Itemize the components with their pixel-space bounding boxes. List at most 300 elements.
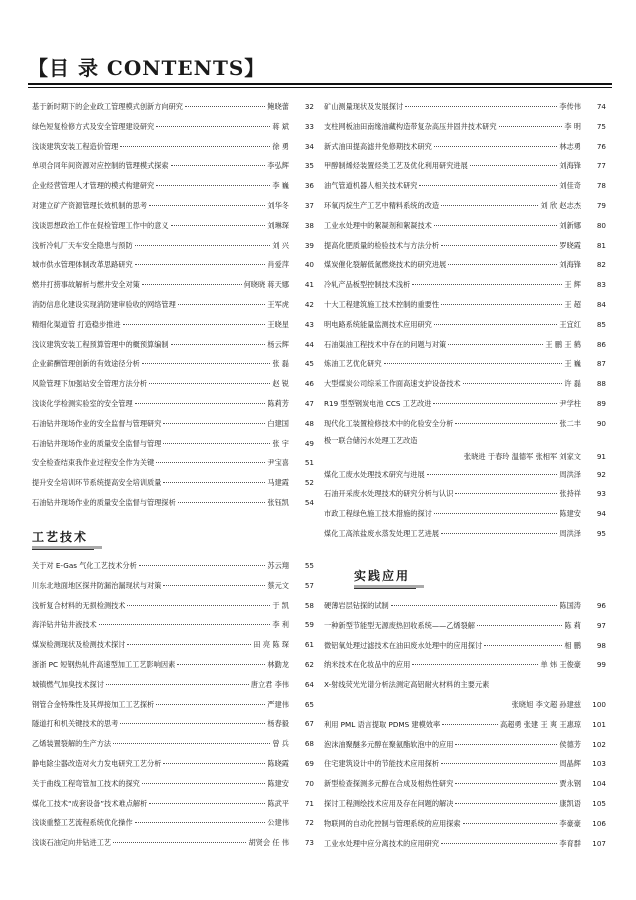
toc-entry-page: 80: [596, 220, 606, 230]
toc-entry-authors: 王 巍: [564, 359, 581, 369]
toc-leader-dots: [156, 126, 270, 127]
toc-leader-dots: [477, 625, 562, 626]
toc-entry-title: 微铝氧处理过滤技术在油田废水处理中的应用探讨: [324, 640, 483, 650]
toc-entry-page: 79: [596, 200, 606, 210]
toc-leader-dots: [163, 423, 265, 424]
toc-entry-page: 69: [304, 758, 314, 768]
toc-leader-dots: [142, 284, 242, 285]
toc-entry-page: 52: [304, 478, 314, 488]
toc-entry[interactable]: [324, 255, 606, 275]
toc-entry[interactable]: [324, 315, 606, 335]
toc-leader-dots: [149, 803, 265, 804]
toc-entry-page: 68: [304, 739, 314, 749]
toc-entry-authors: 林勤龙: [267, 659, 289, 669]
toc-entry-authors: 王 辉: [564, 280, 581, 290]
toc-entry[interactable]: [324, 814, 606, 834]
toc-entry-title: 煤炭检测现状及检测技术探讨: [32, 640, 126, 650]
toc-leader-dots: [463, 383, 563, 384]
toc-leader-dots: [135, 264, 266, 265]
toc-leader-dots: [156, 704, 265, 705]
toc-entry[interactable]: [32, 774, 314, 794]
toc-entry[interactable]: [324, 774, 606, 794]
toc-entry[interactable]: [324, 275, 606, 295]
toc-entry[interactable]: [324, 655, 606, 675]
toc-leader-dots: [135, 403, 266, 404]
toc-entry-page: 33: [304, 121, 314, 131]
toc-entry[interactable]: [32, 493, 314, 513]
toc-entry-authors: 张持祥: [559, 489, 581, 499]
toc-leader-dots: [433, 403, 557, 404]
toc-entry[interactable]: [32, 196, 314, 216]
toc-entry-page: 102: [592, 739, 606, 749]
toc-entry-title: 现代化工装置检修技术中的化验安全分析: [324, 418, 454, 428]
toc-entry-authors: 刘新娜: [559, 220, 581, 230]
toc-leader-dots: [470, 165, 558, 166]
toc-leader-dots: [484, 645, 562, 646]
toc-entry[interactable]: [324, 754, 606, 774]
toc-entry-page: 73: [304, 838, 314, 848]
toc-entry-page: 40: [304, 260, 314, 270]
section-heading-underline: [354, 585, 424, 588]
toc-entry[interactable]: [324, 394, 606, 414]
toc-management-list: [32, 97, 314, 513]
toc-entry-page: 54: [304, 497, 314, 507]
toc-entry-page: 36: [304, 181, 314, 191]
toc-leader-dots: [419, 185, 557, 186]
toc-entry-authors: 鲍晓蕾: [267, 102, 289, 111]
toc-leader-dots: [455, 783, 557, 784]
toc-entry[interactable]: [32, 414, 314, 434]
toc-entry[interactable]: [324, 156, 606, 176]
toc-entry-page: 74: [596, 102, 606, 111]
toc-leader-dots: [455, 803, 557, 804]
toc-entry-title: 大型煤炭公司综采工作面高速支护设备技术: [324, 379, 461, 389]
toc-entry-title: 新型检查探测多元醇在合成及相热性研究: [324, 779, 454, 789]
toc-entry[interactable]: [32, 315, 314, 335]
toc-entry-authors: 刘海锋: [559, 161, 581, 171]
toc-leader-dots: [448, 344, 543, 345]
toc-entry-title: 炼油工艺优化研究: [324, 359, 382, 369]
toc-entry[interactable]: [32, 453, 314, 473]
toc-entry-title: 一种新型节能型无源废热回收系统——乙烯裂解: [324, 620, 475, 630]
toc-shijian-column: [324, 596, 606, 853]
toc-entry-authors: 许 磊: [564, 379, 581, 389]
toc-entry-authors: 李育群: [559, 838, 581, 848]
toc-entry-page: 100: [592, 699, 606, 709]
toc-entry-authors: 李弘辉: [267, 161, 289, 171]
toc-entry-title: 关于对 E-Gas 气化工艺技术分析: [32, 561, 137, 570]
toc-entry[interactable]: [32, 714, 314, 734]
toc-entry-title: 城市供水管理体制改革思路研究: [32, 260, 133, 270]
toc-entry[interactable]: [324, 216, 606, 236]
toc-entry-page: 105: [592, 798, 606, 808]
toc-entry[interactable]: [32, 394, 314, 414]
toc-entry-authors: 苏云翔: [267, 561, 289, 570]
toc-entry[interactable]: [32, 236, 314, 256]
toc-leader-dots: [499, 126, 563, 127]
toc-entry-authors: 严建伟: [267, 699, 289, 709]
toc-entry-title: X-射线荧光光谱分析法测定高铝耐火材料的主要元素: [324, 680, 490, 690]
toc-entry-page: 86: [596, 339, 606, 349]
toc-entry-authors: 于 凯: [272, 600, 289, 610]
toc-entry-authors: 王晓星: [267, 319, 289, 329]
toc-entry-title: 川东北地面地区探井防漏治漏现状与对策: [32, 580, 162, 590]
toc-entry[interactable]: [324, 117, 606, 137]
toc-entry[interactable]: [32, 354, 314, 374]
toc-entry[interactable]: [324, 354, 606, 374]
toc-entry-page: 42: [304, 299, 314, 309]
toc-entry[interactable]: [324, 504, 606, 524]
toc-entry-title: 单项合同年间资源对应控制的管理模式探索: [32, 161, 169, 171]
toc-entry-page: 90: [596, 418, 606, 428]
toc-entry-page: 46: [304, 379, 314, 389]
toc-entry-title: 浅谈重整工艺流程系统优化操作: [32, 818, 133, 828]
toc-leader-dots: [455, 744, 557, 745]
toc-entry-authors: 公建伟: [267, 818, 289, 828]
toc-leader-dots: [149, 205, 265, 206]
toc-entry-title: 十大工程建筑施工技术控制的重要性: [324, 299, 440, 309]
toc-entry-authors: 王军虎: [267, 299, 289, 309]
toc-leader-dots: [391, 605, 558, 606]
toc-entry-page: 94: [596, 509, 606, 519]
toc-leader-dots: [120, 723, 265, 724]
toc-entry-title: 明电路系统能量监测技术应用研究: [324, 319, 432, 329]
toc-entry-authors: 白建国: [267, 418, 289, 428]
toc-entry[interactable]: [324, 374, 606, 394]
toc-entry-page: 76: [596, 141, 606, 151]
toc-leader-dots: [434, 513, 558, 514]
toc-entry-page: 34: [304, 141, 314, 151]
toc-leader-dots: [120, 146, 270, 147]
title-rule-thin: [28, 87, 612, 88]
toc-entry-page: 55: [304, 561, 314, 570]
toc-entry[interactable]: [324, 414, 606, 434]
toc-entry-authors: 杨云辉: [267, 339, 289, 349]
toc-entry-authors: 张 磊: [272, 359, 289, 369]
toc-left-column: [32, 97, 314, 513]
toc-entry-title: 提高化肥质量的检验技术与方法分析: [324, 240, 440, 250]
toc-leader-dots: [412, 664, 538, 665]
toc-entry-page: 51: [304, 458, 314, 468]
toc-entry-title: 浅析冷轧厂天车安全隐患与预防: [32, 240, 133, 250]
toc-entry-authors: 李 巍: [272, 181, 289, 191]
toc-entry-title: 市政工程绿色施工技术措施的探讨: [324, 509, 432, 519]
toc-entry-page: 35: [304, 161, 314, 171]
toc-leader-dots: [171, 225, 266, 226]
toc-entry-authors: 尹宝喜: [267, 458, 289, 468]
toc-entry-authors: 张 宇: [272, 438, 289, 448]
toc-entry-title: 浅析复合材料的无损检测技术: [32, 600, 126, 610]
toc-entry-authors: 张晓进 于春玲 温德军 张相军 刘家文: [464, 451, 581, 461]
toc-entry-authors: 田 亮 陈 琛: [253, 640, 289, 650]
toc-entry-authors: 张二丰: [559, 418, 581, 428]
toc-entry-title: 探讨工程测绘技术应用及存在问题的解决: [324, 798, 454, 808]
toc-leader-dots: [106, 684, 249, 685]
toc-entry[interactable]: [32, 275, 314, 295]
toc-entry-authors: 王 鹏 王 鹤: [545, 339, 581, 349]
toc-entry-page: 72: [304, 818, 314, 828]
toc-entry[interactable]: [324, 794, 606, 814]
toc-entry-title: 安全检查结束我作业过程安全作为关键: [32, 458, 155, 468]
toc-entry-title: 风险管理下加强站安全管理方法分析: [32, 379, 148, 389]
toc-entry-page: 48: [304, 418, 314, 428]
toc-entry-page: 59: [304, 620, 314, 630]
toc-entry-page: 82: [596, 260, 606, 270]
toc-leader-dots: [427, 474, 558, 475]
toc-entry[interactable]: [32, 374, 314, 394]
toc-entry[interactable]: [32, 117, 314, 137]
toc-entry-authors: 林志勇: [559, 141, 581, 151]
toc-entry-authors: 曾 兵: [272, 739, 289, 749]
toc-entry[interactable]: [32, 156, 314, 176]
toc-entry-title: 城镇燃气加臭技术探讨: [32, 679, 104, 689]
toc-entry-page: 57: [304, 580, 314, 590]
toc-entry-page: 64: [304, 679, 314, 689]
toc-entry-authors-line: [324, 448, 606, 465]
toc-entry[interactable]: [324, 695, 606, 715]
toc-entry-page: 95: [596, 528, 606, 538]
toc-entry[interactable]: [32, 596, 314, 616]
toc-entry[interactable]: [32, 794, 314, 814]
toc-entry-title: 工业水处理中应分离技术的应用研究: [324, 838, 440, 848]
toc-entry-title: 企业薪酬管理创新的有效途径分析: [32, 359, 140, 369]
toc-entry-authors: 刘海锋: [559, 260, 581, 270]
toc-entry-title: 钢管合金特殊性及其焊接加工工艺探析: [32, 699, 155, 709]
toc-leader-dots: [455, 423, 557, 424]
toc-entry-page: 77: [596, 161, 606, 171]
toc-entry[interactable]: [324, 97, 606, 117]
toc-entry[interactable]: [324, 616, 606, 636]
toc-entry-title: 石油钻井现场作业的质量安全监督与管理探析: [32, 497, 176, 507]
toc-leader-dots: [113, 842, 246, 843]
toc-entry-page: 67: [304, 719, 314, 729]
toc-entry[interactable]: [32, 556, 314, 576]
toc-entry[interactable]: [32, 833, 314, 853]
toc-entry[interactable]: [324, 465, 606, 485]
toc-entry-authors: 何晓晓 蒋天娜: [243, 280, 289, 290]
toc-leader-dots: [441, 843, 557, 844]
toc-entry-page: 70: [304, 778, 314, 788]
toc-entry[interactable]: [32, 176, 314, 196]
toc-shijian-list: [324, 596, 606, 853]
toc-entry[interactable]: [32, 576, 314, 596]
toc-entry[interactable]: [32, 675, 314, 695]
toc-leader-dots: [142, 363, 271, 364]
toc-entry-page: 97: [596, 620, 606, 630]
toc-leader-dots: [163, 482, 265, 483]
toc-entry-title: R19 型型钢炭电池 CCS 工艺改进: [324, 398, 432, 408]
toc-leader-dots: [135, 245, 271, 246]
toc-entry-authors: 李 利: [272, 620, 289, 630]
toc-entry[interactable]: [32, 635, 314, 655]
title-rule-thick: [28, 83, 612, 85]
toc-entry-title: 煤炭催化裂解低氮燃烧技术的研究进展: [324, 260, 447, 270]
section-heading-shijian: 实践应用: [354, 567, 416, 589]
toc-entry-authors: 陈莉芳: [267, 398, 289, 408]
toc-entry[interactable]: [324, 715, 606, 735]
toc-gongyi-list: [32, 556, 314, 853]
toc-entry-authors: 李 明: [564, 121, 581, 131]
toc-entry-authors: 唐立君 李伟: [250, 679, 289, 689]
toc-entry[interactable]: [32, 137, 314, 157]
toc-entry[interactable]: [324, 524, 606, 544]
toc-entry-title: 硬薄岩层钻探的试制: [324, 601, 389, 610]
toc-entry-authors: 王宜红: [559, 319, 581, 329]
toc-entry-authors: 陈晓霞: [267, 758, 289, 768]
toc-entry-authors: 周洪泽: [559, 469, 581, 479]
toc-entry-title: 住宅建筑设计中的节能技术应用探析: [324, 759, 440, 769]
toc-entry-title: 工业水处理中的絮凝剂和絮凝技术: [324, 220, 432, 230]
toc-entry-page: 41: [304, 280, 314, 290]
toc-entry[interactable]: [324, 295, 606, 315]
toc-entry-authors: 刘佳奇: [559, 181, 581, 191]
toc-leader-dots: [434, 146, 558, 147]
toc-entry-title: 煤化工技术“成套设备”技术难点解析: [32, 798, 148, 808]
toc-leader-dots: [463, 823, 558, 824]
toc-entry[interactable]: [32, 434, 314, 454]
toc-entry-authors: 陈 莉: [564, 620, 581, 630]
toc-entry[interactable]: [32, 754, 314, 774]
toc-entry-title: 乙烯装置裂解的生产方法: [32, 739, 112, 749]
toc-gongyi-column: [32, 556, 314, 853]
toc-entry[interactable]: [324, 176, 606, 196]
toc-entry-authors: 高超勇 张建 王 爽 王惠琼: [499, 719, 581, 729]
toc-entry-authors: 相 鹏: [564, 640, 581, 650]
toc-entry-page: 75: [596, 121, 606, 131]
toc-leader-dots: [149, 383, 270, 384]
toc-entry[interactable]: [324, 335, 606, 355]
toc-leader-dots: [442, 724, 498, 725]
toc-entry-authors: 徐 勇: [272, 141, 289, 151]
toc-leader-dots: [441, 245, 557, 246]
toc-leader-dots: [434, 225, 558, 226]
toc-entry[interactable]: [32, 813, 314, 833]
toc-entry-page: 99: [596, 660, 606, 670]
toc-entry[interactable]: [32, 255, 314, 275]
toc-leader-dots: [127, 605, 270, 606]
toc-entry-title: 矿山测量现状及发展探讨: [324, 102, 404, 111]
toc-entry-page: 83: [596, 280, 606, 290]
toc-leader-dots: [412, 284, 562, 285]
toc-entry[interactable]: [32, 695, 314, 715]
toc-right-mid-list: [324, 465, 606, 544]
toc-leader-dots: [123, 324, 266, 325]
toc-entry-authors: 胡贤会 任 伟: [248, 838, 289, 848]
toc-entry[interactable]: [32, 295, 314, 315]
toc-entry-authors: 单 炜 王俊豪: [540, 660, 581, 670]
toc-entry-title: 精细化渠道管 打造稳步推进: [32, 319, 121, 329]
toc-entry-title: 冷轧产品板型控制技术浅析: [324, 280, 411, 290]
toc-entry-page: 39: [304, 240, 314, 250]
toc-entry[interactable]: [32, 97, 314, 117]
toc-entry-page: 107: [592, 838, 606, 848]
toc-entry-page: 61: [304, 640, 314, 650]
toc-leader-dots: [99, 624, 271, 625]
toc-entry[interactable]: [324, 236, 606, 256]
toc-entry-title: 极一联合储污水处理工艺改造: [324, 435, 418, 445]
toc-entry-title: 企业经营管理人才管理的模式构建研究: [32, 181, 155, 191]
toc-entry-page: 44: [304, 339, 314, 349]
toc-leader-dots: [441, 533, 557, 534]
toc-right-column: [324, 97, 606, 544]
toc-entry[interactable]: [324, 434, 606, 448]
toc-entry-authors: 尹学柱: [559, 398, 581, 408]
toc-entry[interactable]: [324, 196, 606, 216]
toc-entry-authors: 刘 欣 赵志杰: [540, 200, 581, 210]
toc-entry-authors: 周晶辉: [559, 759, 581, 769]
toc-leader-dots: [156, 462, 265, 463]
toc-entry[interactable]: [324, 675, 606, 695]
toc-entry-authors: 陈建安: [559, 509, 581, 519]
toc-entry-page: 85: [596, 319, 606, 329]
toc-entry-page: 49: [304, 438, 314, 448]
toc-entry-authors: 康凯语: [559, 798, 581, 808]
toc-entry[interactable]: [324, 834, 606, 854]
toc-entry[interactable]: [32, 473, 314, 493]
toc-entry-title: 煤化工高浓盐废水蒸发处理工艺进展: [324, 528, 440, 538]
page-title: 【目 录 CONTENTS】: [28, 56, 266, 80]
toc-leader-dots: [113, 743, 270, 744]
toc-entry-page: 98: [596, 640, 606, 650]
toc-entry-page: 89: [596, 398, 606, 408]
toc-leader-dots: [441, 763, 557, 764]
toc-entry-authors: 陈建安: [267, 778, 289, 788]
toc-entry-title: 浅谈思想政治工作在促检管理工作中的意义: [32, 220, 169, 230]
toc-entry-title: 关于曲线工程弯管加工技术的探究: [32, 778, 140, 788]
toc-entry-title: 利用 PML 语言提取 PDMS 建模效率: [324, 719, 441, 729]
toc-entry-title: 石油钻井现场作业的安全监督与管理研究: [32, 418, 162, 428]
toc-entry-page: 65: [304, 699, 314, 709]
toc-entry[interactable]: [324, 137, 606, 157]
toc-entry[interactable]: [32, 335, 314, 355]
toc-entry-authors: 李传伟: [559, 102, 581, 111]
toc-leader-dots: [405, 106, 557, 107]
toc-leader-dots: [142, 783, 266, 784]
toc-entry-page: 101: [592, 719, 606, 729]
toc-leader-dots: [163, 585, 265, 586]
toc-entry[interactable]: [32, 655, 314, 675]
toc-entry[interactable]: [324, 596, 606, 616]
toc-entry-title: 泡沫油聚醚多元醇在聚氨酯软泡中的应用: [324, 739, 454, 749]
toc-entry[interactable]: [324, 735, 606, 755]
toc-entry-title: 绿色短复检修方式及安全管理建设研究: [32, 121, 155, 131]
toc-entry[interactable]: [32, 734, 314, 754]
toc-entry[interactable]: [32, 615, 314, 635]
toc-entry-title: 煤化工废水处理技术研究与进展: [324, 469, 425, 479]
toc-entry-authors: 陈武平: [267, 798, 289, 808]
toc-entry-authors: 罗晓霞: [559, 240, 581, 250]
toc-entry-page: 32: [304, 102, 314, 111]
toc-entry-page: 93: [596, 489, 606, 499]
toc-leader-dots: [177, 664, 265, 665]
toc-entry-page: 87: [596, 359, 606, 369]
toc-entry-page: 104: [592, 779, 606, 789]
toc-entry-title: 环氧丙烷生产工艺中精料系统的改造: [324, 200, 440, 210]
toc-entry[interactable]: [324, 636, 606, 656]
toc-entry-page: 88: [596, 379, 606, 389]
toc-entry-title: 石油钻井现场作业的质量安全监督与管理: [32, 438, 162, 448]
toc-leader-dots: [127, 644, 251, 645]
toc-entry-page: 38: [304, 220, 314, 230]
toc-entry-title: 浅谈建筑安装工程造价管理: [32, 141, 119, 151]
toc-entry-authors: 李豪豪: [559, 818, 581, 828]
toc-entry-page: 96: [596, 601, 606, 610]
toc-entry-title: 静电除尘器改造对火力发电研究工艺分析: [32, 758, 162, 768]
toc-entry-title: 海洋钻井钻井液技术: [32, 620, 97, 630]
toc-entry-page: 92: [596, 469, 606, 479]
toc-entry[interactable]: [324, 484, 606, 504]
toc-entry[interactable]: [32, 216, 314, 236]
